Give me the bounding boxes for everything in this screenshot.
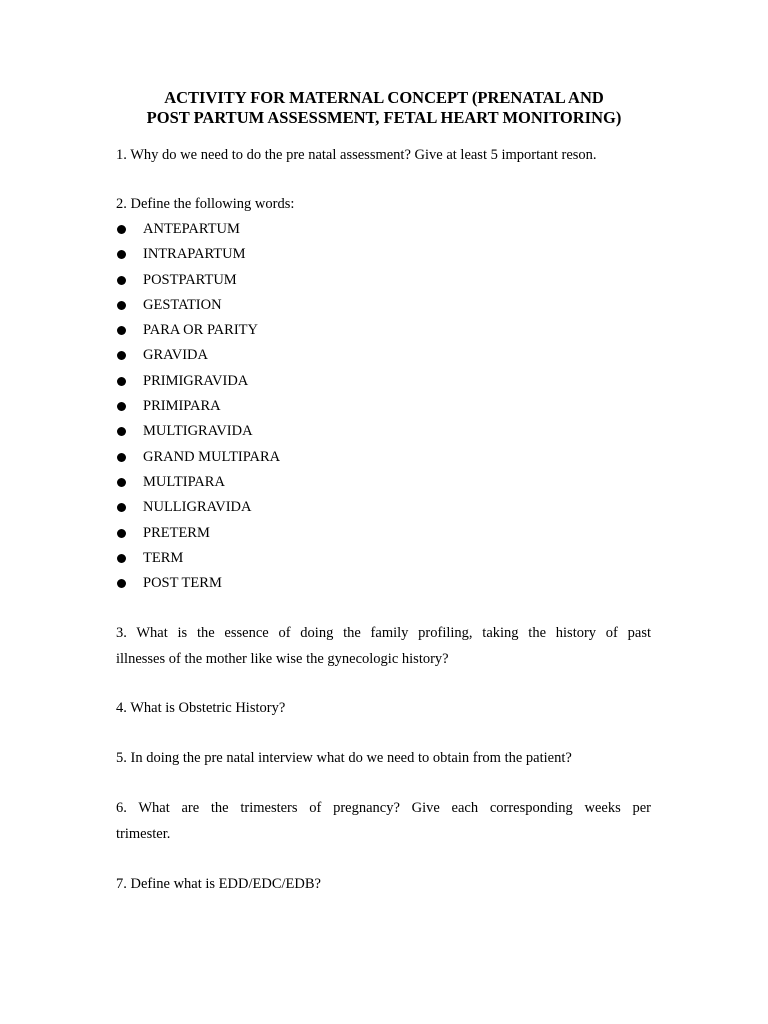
- bullet-icon: [117, 351, 126, 360]
- question-3-line-1: 3. What is the essence of doing the family profiling, taking the history of past: [116, 625, 651, 641]
- term-item: [116, 546, 280, 571]
- term-item: [116, 318, 280, 343]
- term-label: TERM: [143, 549, 184, 566]
- term-item: [116, 495, 280, 520]
- definition-terms-list: [116, 217, 280, 596]
- bullet-icon: [117, 529, 126, 538]
- term-label: GRAND MULTIPARA: [143, 448, 281, 465]
- question-2: 2. Define the following words:: [116, 196, 295, 212]
- bullet-icon: [117, 402, 126, 411]
- term-item: [116, 419, 280, 444]
- bullet-icon: [117, 250, 126, 259]
- question-1: 1. Why do we need to do the pre natal assessment? Give at least 5 important reson.: [116, 147, 597, 163]
- term-label: MULTIPARA: [143, 473, 225, 490]
- term-label: PRIMIPARA: [143, 398, 221, 415]
- term-item: [116, 242, 280, 267]
- term-label: PARA OR PARITY: [143, 322, 258, 339]
- question-6-line-1: 6. What are the trimesters of pregnancy? Give each corresponding weeks per: [116, 800, 651, 816]
- question-4: 4. What is Obstetric History?: [116, 700, 286, 716]
- term-item: [116, 217, 280, 242]
- term-item: [116, 521, 280, 546]
- bullet-icon: [117, 503, 126, 512]
- term-label: POST TERM: [143, 575, 222, 592]
- term-label: GRAVIDA: [143, 347, 208, 364]
- term-label: MULTIGRAVIDA: [143, 423, 253, 440]
- bullet-icon: [117, 301, 126, 310]
- page-title: [100, 88, 668, 128]
- term-item: [116, 394, 280, 419]
- term-item: [116, 343, 280, 368]
- term-label: NULLIGRAVIDA: [143, 499, 252, 516]
- bullet-icon: [117, 554, 126, 563]
- question-6-line-2: trimester.: [116, 825, 171, 842]
- question-3-line-2: illnesses of the mother like wise the gynecologic history?: [116, 650, 449, 667]
- term-label: PRETERM: [143, 524, 210, 541]
- bullet-icon: [117, 225, 126, 234]
- term-label: GESTATION: [143, 296, 222, 313]
- term-label: INTRAPARTUM: [143, 246, 246, 263]
- term-label: ANTEPARTUM: [143, 221, 240, 237]
- term-item: [116, 268, 280, 293]
- term-item: [116, 470, 280, 495]
- term-label: POSTPARTUM: [143, 271, 237, 288]
- bullet-icon: [117, 579, 126, 588]
- bullet-icon: [117, 326, 126, 335]
- term-item: [116, 445, 280, 470]
- bullet-icon: [117, 427, 126, 436]
- bullet-icon: [117, 276, 126, 285]
- term-label: PRIMIGRAVIDA: [143, 372, 249, 389]
- term-item: [116, 571, 280, 596]
- title-line-2: POST PARTUM ASSESSMENT, FETAL HEART MONITORING): [146, 108, 622, 127]
- question-5: 5. In doing the pre natal interview what do we need to obtain from the patient?: [116, 750, 572, 766]
- term-item: [116, 293, 280, 318]
- title-line-1: ACTIVITY FOR MATERNAL CONCEPT (PRENATAL AND: [164, 88, 604, 107]
- term-item: [116, 369, 280, 394]
- question-3: [116, 621, 651, 672]
- bullet-icon: [117, 453, 126, 462]
- question-6: [116, 796, 651, 847]
- bullet-icon: [117, 377, 126, 386]
- question-7: 7. Define what is EDD/EDC/EDB?: [116, 876, 321, 892]
- bullet-icon: [117, 478, 126, 487]
